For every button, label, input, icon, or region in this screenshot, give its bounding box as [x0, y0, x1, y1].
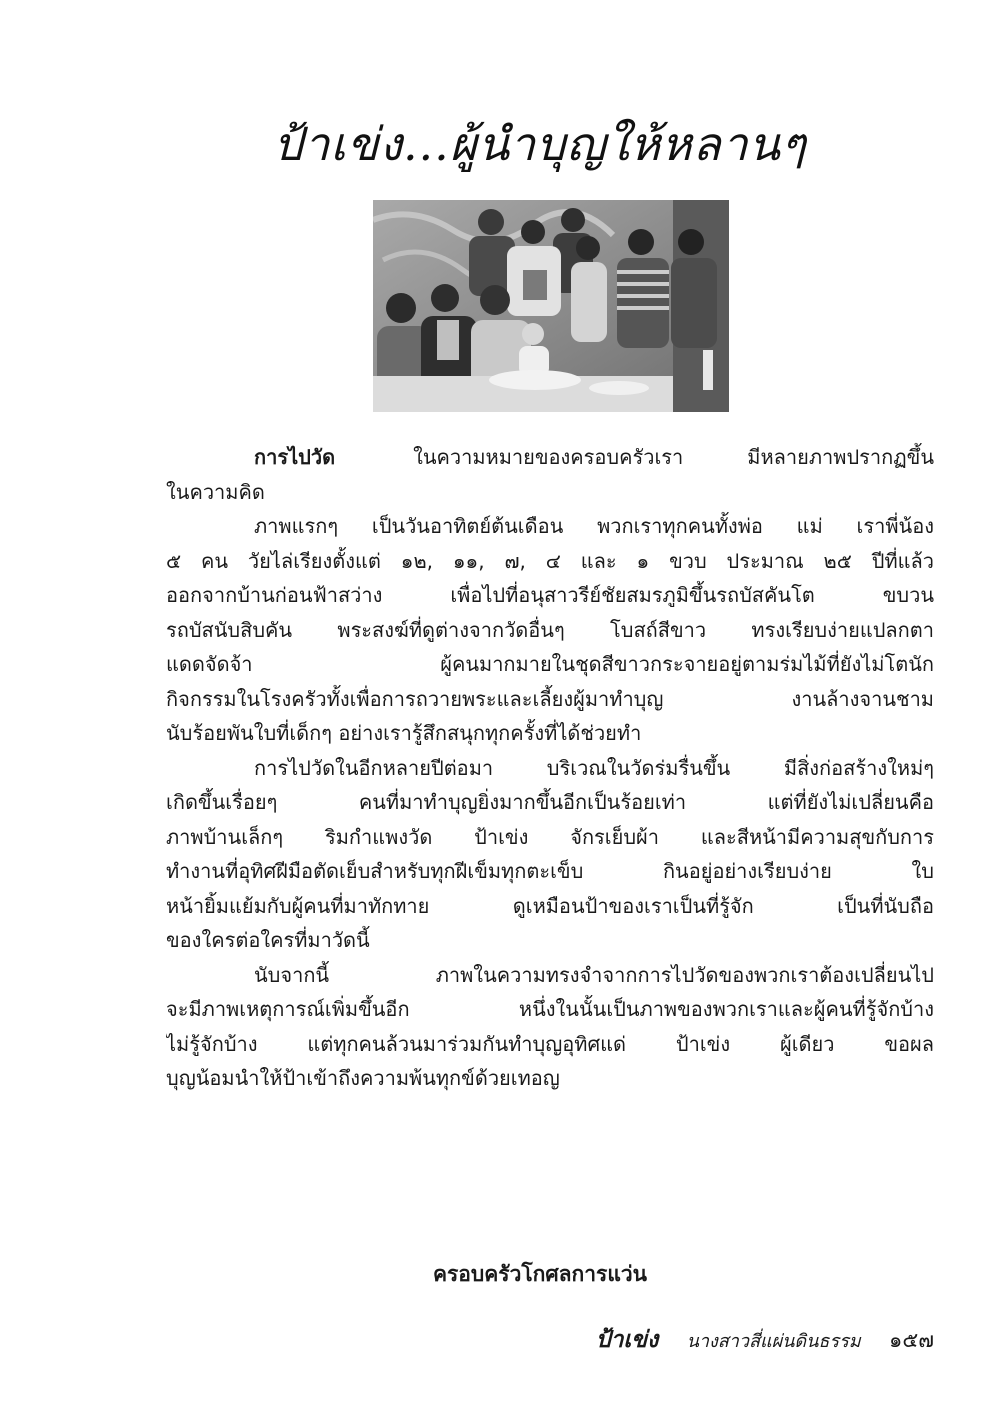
paragraph-3 — [166, 751, 934, 958]
signature: ครอบครัวโกศลการแว่น — [432, 1262, 648, 1286]
text-line: กิจกรรมในโรงครัวทั้งเพื่อการถวายพระและเลี้ยงผู้มาทำบุญ งานล้างจานชาม — [166, 686, 934, 711]
text-line: ของใครต่อใครที่มาวัดนี้ — [166, 928, 370, 952]
paragraph-2 — [166, 509, 934, 751]
text-line: ๕ คน วัยไล่เรียงตั้งแต่ ๑๒, ๑๑, ๗, ๔ และ ๑ ขวบ ประมาณ ๒๕ ปีที่แล้ว — [166, 548, 934, 573]
text-line: ในความคิด — [166, 479, 265, 504]
text-line: รถบัสนับสิบคัน พระสงฆ์ที่ดูต่างจากวัดอื่นๆ โบสถ์สีขาว ทรงเรียบง่ายแปลกตา — [166, 617, 934, 642]
text-line: เกิดขึ้นเรื่อยๆ คนที่มาทำบุญยิ่งมากขึ้นอีกเป็นร้อยเท่า แต่ที่ยังไม่เปลี่ยนคือ — [166, 790, 934, 814]
text-line: แดดจัดจ้า ผู้คนมากมายในชุดสีขาวกระจายอยู่ตามร่มไม้ที่ยังไม่โตนัก — [166, 652, 934, 676]
text-line: ออกจากบ้านก่อนฟ้าสว่าง เพื่อไปที่อนุสาวรีย์ชัยสมรภูมิขึ้นรถบัสคันโต ขบวน — [166, 583, 934, 607]
text-line: บุญน้อมนำให้ป้าเข้าถึงความพ้นทุกข์ด้วยเทอญ — [166, 1066, 560, 1090]
text-line: ภาพบ้านเล็กๆ ริมกำแพงวัด ป้าเข่ง จักรเย็บผ้า และสีหน้ามีความสุขกับการ — [166, 824, 934, 849]
text-line: ภาพแรกๆ เป็นวันอาทิตย์ต้นเดือน พวกเราทุกคนทั้งพ่อ แม่ เราพี่น้อง — [254, 514, 934, 538]
text-line: ในความหมายของครอบครัวเรา มีหลายภาพปรากฏขึ้น — [413, 445, 934, 469]
text-line: นับจากนี้ ภาพในความทรงจำจากการไปวัดของพวกเราต้องเปลี่ยนไป — [254, 962, 934, 987]
footer-name: ป้าเข่ง — [595, 1326, 659, 1353]
paragraph-1 — [166, 440, 934, 509]
page-footer — [596, 1322, 934, 1358]
article-body — [166, 440, 934, 1096]
family-photo — [373, 200, 729, 412]
text-line: นับร้อยพันใบที่เด็กๆ อย่างเรารู้สึกสนุกทุกครั้งที่ได้ช่วยทำ — [166, 721, 642, 745]
page-number: ๑๕๗ — [888, 1328, 934, 1352]
text-line: ไม่รู้จักบ้าง แต่ทุกคนล้วนมาร่วมกันทำบุญอุทิศแด่ ป้าเข่ง ผู้เดียว ขอผล — [166, 1031, 934, 1056]
paragraph-4 — [166, 958, 934, 1096]
text-line: ทำงานที่อุทิศฝีมือตัดเย็บสำหรับทุกฝีเข็มทุกตะเข็บ กินอยู่อย่างเรียบง่าย ใบ — [166, 859, 934, 883]
text-line: จะมีภาพเหตุการณ์เพิ่มขึ้นอีก หนึ่งในนั้นเป็นภาพของพวกเราและผู้คนที่รู้จักบ้าง — [166, 997, 934, 1021]
lead-phrase: การไปวัด — [254, 445, 336, 469]
text-line: การไปวัดในอีกหลายปีต่อมา บริเวณในวัดร่มรื่นขึ้น มีสิ่งก่อสร้างใหม่ๆ — [254, 755, 934, 780]
text-line: หน้ายิ้มแย้มกับผู้คนที่มาทักทาย ดูเหมือนป้าของเราเป็นที่รู้จัก เป็นที่นับถือ — [166, 893, 934, 918]
footer-book-title: นางสาวสี่แผ่นดินธรรม — [686, 1331, 861, 1352]
page-title: ป้าเข่ง...ผู้นำบุญให้หลานๆ — [273, 117, 807, 171]
